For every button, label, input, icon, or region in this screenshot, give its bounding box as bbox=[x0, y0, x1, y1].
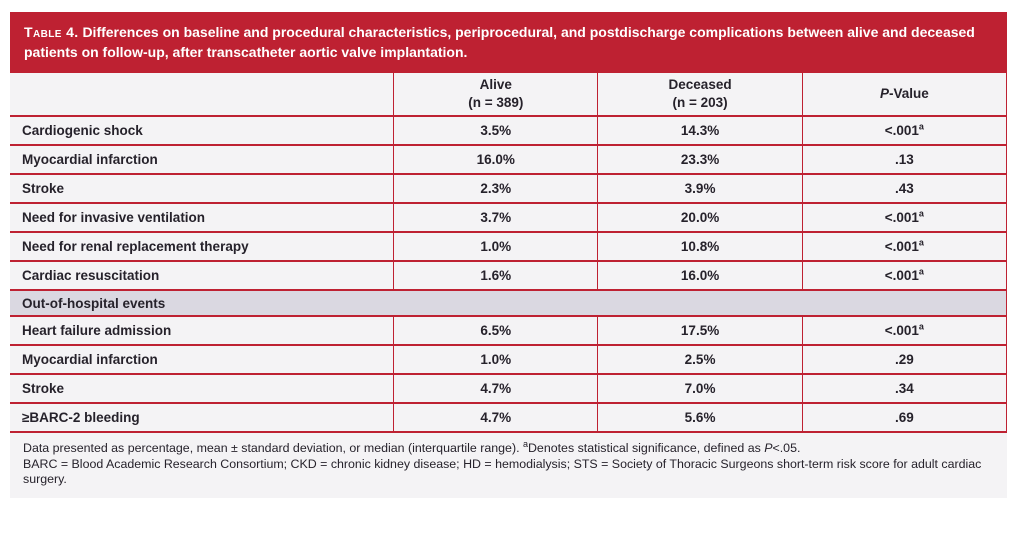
significance-marker: a bbox=[918, 321, 924, 332]
alive-count: (n = 389) bbox=[468, 95, 524, 110]
row-label: ≥BARC-2 bleeding bbox=[10, 403, 394, 432]
alive-value: 3.5% bbox=[394, 116, 598, 145]
p-value: <.001$^a$ bbox=[802, 261, 1006, 290]
table-row bbox=[10, 261, 1007, 290]
row-label: Myocardial infarction bbox=[10, 345, 394, 374]
deceased-value: 17.5% bbox=[598, 316, 802, 345]
table-row bbox=[10, 174, 1007, 203]
table-body bbox=[10, 116, 1007, 432]
section-header-label: Out-of-hospital events bbox=[10, 290, 1007, 316]
deceased-value: 10.8% bbox=[598, 232, 802, 261]
deceased-value: 14.3% bbox=[598, 116, 802, 145]
significance-marker: a bbox=[918, 237, 924, 248]
alive-label: Alive bbox=[479, 77, 512, 93]
alive-value: 3.7% bbox=[394, 203, 598, 232]
footnote-p-italic: P bbox=[764, 441, 773, 455]
significance-marker: a bbox=[522, 438, 528, 449]
footnote-abbreviations: BARC = Blood Academic Research Consortium; CKD = chronic kidney disease; HD = hemodialysis; STS = Society of Thoracic Surgeons short-term risk score for adult cardiac surgery. bbox=[23, 456, 982, 486]
row-label: Need for renal replacement therapy bbox=[10, 232, 394, 261]
row-label: Stroke bbox=[10, 174, 394, 203]
deceased-value: 3.9% bbox=[598, 174, 802, 203]
data-table bbox=[10, 73, 1007, 433]
table-row bbox=[10, 316, 1007, 345]
table-row bbox=[10, 232, 1007, 261]
alive-value: 1.0% bbox=[394, 232, 598, 261]
row-label: Stroke bbox=[10, 374, 394, 403]
table-title-banner bbox=[10, 12, 1007, 73]
footnote-text: Denotes statistical significance, defined as bbox=[527, 441, 765, 455]
significance-marker: a bbox=[918, 266, 924, 277]
alive-value: 6.5% bbox=[394, 316, 598, 345]
p-value: <.001$^a$ bbox=[802, 316, 1006, 345]
table-footnotes bbox=[10, 433, 1007, 498]
table-row bbox=[10, 374, 1007, 403]
row-label: Heart failure admission bbox=[10, 316, 394, 345]
row-label: Myocardial infarction bbox=[10, 145, 394, 174]
alive-value: 1.6% bbox=[394, 261, 598, 290]
footnote-text: <.05. bbox=[772, 441, 801, 455]
table-number-label: Table 4. bbox=[24, 24, 79, 40]
header-row bbox=[10, 73, 1007, 116]
deceased-value: 16.0% bbox=[598, 261, 802, 290]
row-label: Cardiogenic shock bbox=[10, 116, 394, 145]
column-header-pvalue bbox=[802, 73, 1006, 116]
deceased-value: 20.0% bbox=[598, 203, 802, 232]
table-row bbox=[10, 403, 1007, 432]
p-value: .13 bbox=[802, 145, 1006, 174]
deceased-value: 7.0% bbox=[598, 374, 802, 403]
table-row bbox=[10, 203, 1007, 232]
alive-value: 1.0% bbox=[394, 345, 598, 374]
table-header bbox=[10, 73, 1007, 116]
significance-marker: a bbox=[918, 121, 924, 132]
p-value: .29 bbox=[802, 345, 1006, 374]
p-value: <.001$^a$ bbox=[802, 116, 1006, 145]
table-row bbox=[10, 145, 1007, 174]
section-header-row bbox=[10, 290, 1007, 316]
alive-value: 4.7% bbox=[394, 403, 598, 432]
row-label: Cardiac resuscitation bbox=[10, 261, 394, 290]
pvalue-p: P bbox=[879, 86, 889, 102]
alive-value: 4.7% bbox=[394, 374, 598, 403]
p-value: .43 bbox=[802, 174, 1006, 203]
column-header-alive bbox=[394, 73, 598, 116]
alive-value: 16.0% bbox=[394, 145, 598, 174]
column-header-deceased bbox=[598, 73, 802, 116]
alive-value: 2.3% bbox=[394, 174, 598, 203]
pvalue-rest: -Value bbox=[888, 86, 929, 102]
row-label: Need for invasive ventilation bbox=[10, 203, 394, 232]
deceased-value: 23.3% bbox=[598, 145, 802, 174]
p-value: <.001$^a$ bbox=[802, 203, 1006, 232]
deceased-label: Deceased bbox=[668, 77, 732, 93]
column-header-empty bbox=[10, 73, 394, 116]
footnote-presentation bbox=[23, 438, 994, 457]
p-value: .69 bbox=[802, 403, 1006, 432]
table-row bbox=[10, 345, 1007, 374]
table-title: Differences on baseline and procedural characteristics, periprocedural, and postdischarge complications between alive and deceased patients on follow-up, after transcatheter aortic valve implantation. bbox=[24, 24, 975, 60]
table-row bbox=[10, 116, 1007, 145]
p-value: <.001$^a$ bbox=[802, 232, 1006, 261]
deceased-count: (n = 203) bbox=[672, 95, 728, 110]
deceased-value: 2.5% bbox=[598, 345, 802, 374]
p-value: .34 bbox=[802, 374, 1006, 403]
deceased-value: 5.6% bbox=[598, 403, 802, 432]
footnote-text: Data presented as percentage, mean ± standard deviation, or median (interquartile range). bbox=[23, 441, 523, 455]
significance-marker: a bbox=[918, 208, 924, 219]
